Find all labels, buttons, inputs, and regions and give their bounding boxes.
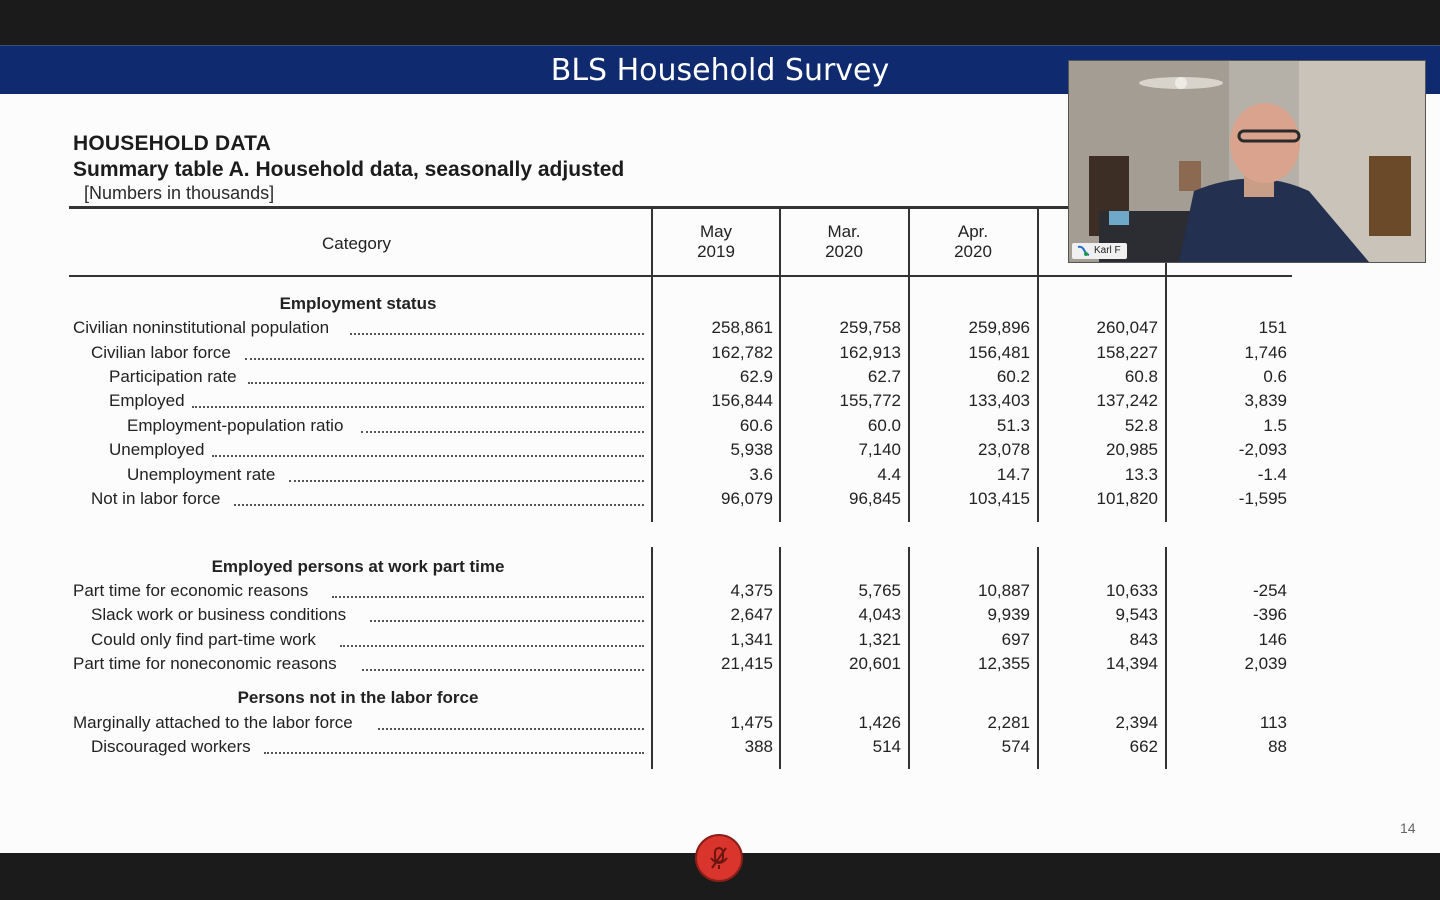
table-cell: 60.8 bbox=[1124, 367, 1158, 386]
row-label: Unemployment rate bbox=[127, 465, 276, 484]
meeting-top-bar bbox=[0, 0, 1440, 45]
table-cell: 52.8 bbox=[1124, 416, 1158, 435]
table-cell: -2,093 bbox=[1238, 440, 1287, 459]
table-cell: 2,394 bbox=[1115, 713, 1158, 732]
row-label: Employed bbox=[109, 391, 185, 410]
table-cell: 20,985 bbox=[1106, 440, 1158, 459]
leader-dots bbox=[212, 455, 644, 457]
table-cell: 574 bbox=[1001, 737, 1030, 756]
table-cell: 158,227 bbox=[1096, 343, 1158, 362]
table-cell: 162,782 bbox=[711, 343, 773, 362]
table-cell: 1,341 bbox=[730, 630, 773, 649]
column-header-line1: May bbox=[699, 222, 733, 241]
table-cell: 96,079 bbox=[721, 489, 773, 508]
leader-dots bbox=[378, 728, 644, 730]
row-label: Not in labor force bbox=[91, 489, 221, 508]
participant-name-tag bbox=[1072, 243, 1127, 259]
table-cell: 662 bbox=[1129, 737, 1158, 756]
table-cell: 1.5 bbox=[1263, 416, 1287, 435]
table-cell: 88 bbox=[1268, 737, 1287, 756]
table-cell: -1,595 bbox=[1238, 489, 1287, 508]
column-header-mar-2020 bbox=[780, 222, 908, 262]
section-heading-not-in-labor-force: Persons not in the labor force bbox=[237, 688, 479, 707]
table-cell: 146 bbox=[1258, 630, 1287, 649]
section-heading-employment-status: Employment status bbox=[279, 294, 437, 313]
table-cell: 156,844 bbox=[711, 391, 773, 410]
table-cell: 258,861 bbox=[711, 318, 773, 337]
table-cell: 103,415 bbox=[968, 489, 1030, 508]
table-cell: 5,765 bbox=[858, 581, 901, 600]
column-header-may-2019 bbox=[652, 222, 780, 262]
table-cell: 13.3 bbox=[1124, 465, 1158, 484]
row-label: Part time for noneconomic reasons bbox=[73, 654, 337, 673]
table-cell: 4.4 bbox=[877, 465, 901, 484]
leader-dots bbox=[192, 406, 644, 408]
table-header-rule bbox=[69, 275, 1292, 277]
leader-dots bbox=[245, 358, 644, 360]
leader-dots bbox=[362, 669, 644, 671]
table-subtitle: Summary table A. Household data, seasonally adjusted bbox=[73, 158, 625, 181]
table-cell: 259,896 bbox=[968, 318, 1030, 337]
leader-dots bbox=[340, 645, 644, 647]
table-cell: 1,321 bbox=[858, 630, 901, 649]
table-cell: 259,758 bbox=[839, 318, 901, 337]
row-label: Slack work or business conditions bbox=[91, 605, 347, 624]
slide-page-number: 14 bbox=[1400, 820, 1416, 836]
leader-dots bbox=[350, 333, 644, 335]
table-cell: 0.6 bbox=[1263, 367, 1287, 386]
participant-video-tile[interactable] bbox=[1068, 60, 1426, 263]
table-cell: 7,140 bbox=[858, 440, 901, 459]
row-label: Discouraged workers bbox=[91, 737, 251, 756]
row-label: Employment-population ratio bbox=[127, 416, 344, 435]
table-units-note: [Numbers in thousands] bbox=[84, 183, 275, 203]
category-column-header: Category bbox=[322, 234, 391, 253]
table-cell: 4,043 bbox=[858, 605, 901, 624]
table-cell: 843 bbox=[1129, 630, 1158, 649]
table-cell: 2,281 bbox=[987, 713, 1030, 732]
column-divider bbox=[1037, 547, 1039, 769]
table-cell: 51.3 bbox=[996, 416, 1030, 435]
table-cell: 2,647 bbox=[730, 605, 773, 624]
table-cell: 162,913 bbox=[839, 343, 901, 362]
table-cell: 60.6 bbox=[739, 416, 773, 435]
column-header-line2: 2020 bbox=[825, 242, 863, 261]
leader-dots bbox=[289, 480, 644, 482]
leader-dots bbox=[264, 752, 644, 754]
table-cell: 14,394 bbox=[1106, 654, 1158, 673]
audio-icon bbox=[1076, 245, 1090, 257]
table-cell: 3.6 bbox=[749, 465, 773, 484]
column-divider bbox=[779, 547, 781, 769]
column-header-line1: Mar. bbox=[827, 222, 861, 241]
table-cell: 101,820 bbox=[1096, 489, 1158, 508]
table-cell: 96,845 bbox=[849, 489, 901, 508]
column-header-line2: 2019 bbox=[697, 242, 735, 261]
table-cell: 21,415 bbox=[721, 654, 773, 673]
table-cell: 60.2 bbox=[996, 367, 1030, 386]
leader-dots bbox=[332, 596, 644, 598]
leader-dots bbox=[234, 504, 644, 506]
leader-dots bbox=[370, 620, 644, 622]
mute-button[interactable] bbox=[695, 834, 743, 882]
participant-name: Karl F bbox=[1094, 245, 1121, 256]
table-cell: -1.4 bbox=[1257, 465, 1287, 484]
table-cell: 151 bbox=[1258, 318, 1287, 337]
column-divider bbox=[908, 547, 910, 769]
column-header-apr-2020 bbox=[909, 222, 1037, 262]
table-cell: 12,355 bbox=[978, 654, 1030, 673]
column-header-line2: 2020 bbox=[954, 242, 992, 261]
column-divider bbox=[1037, 208, 1039, 522]
table-cell: 10,887 bbox=[978, 581, 1030, 600]
table-cell: 260,047 bbox=[1096, 318, 1158, 337]
table-cell: 62.9 bbox=[739, 367, 773, 386]
row-label: Civilian noninstitutional population bbox=[73, 318, 330, 337]
table-cell: -396 bbox=[1252, 605, 1287, 624]
slide-title: BLS Household Survey bbox=[550, 53, 890, 88]
row-label: Marginally attached to the labor force bbox=[73, 713, 353, 732]
row-label: Could only find part-time work bbox=[91, 630, 316, 649]
row-label: Unemployed bbox=[109, 440, 205, 459]
table-cell: 133,403 bbox=[968, 391, 1030, 410]
table-cell: 3,839 bbox=[1244, 391, 1287, 410]
leader-dots bbox=[361, 431, 644, 433]
table-cell: 9,939 bbox=[987, 605, 1030, 624]
microphone-muted-icon bbox=[697, 836, 741, 880]
table-cell: 2,039 bbox=[1244, 654, 1287, 673]
column-header-line1: Apr. bbox=[957, 222, 989, 241]
table-heading: HOUSEHOLD DATA bbox=[73, 132, 272, 155]
table-cell: 10,633 bbox=[1106, 581, 1158, 600]
table-cell: 4,375 bbox=[730, 581, 773, 600]
participant-video-image bbox=[1069, 61, 1425, 262]
table-cell: 113 bbox=[1259, 713, 1287, 732]
column-divider bbox=[651, 547, 653, 769]
column-divider bbox=[1165, 547, 1167, 769]
table-cell: 514 bbox=[872, 737, 901, 756]
table-cell: 9,543 bbox=[1115, 605, 1158, 624]
table-cell: 60.0 bbox=[867, 416, 901, 435]
table-cell: 1,746 bbox=[1244, 343, 1287, 362]
table-cell: 388 bbox=[744, 737, 773, 756]
table-cell: 5,938 bbox=[730, 440, 773, 459]
table-cell: 62.7 bbox=[867, 367, 901, 386]
table-cell: 1,426 bbox=[858, 713, 901, 732]
table-cell: 155,772 bbox=[839, 391, 901, 410]
row-label: Participation rate bbox=[109, 367, 237, 386]
table-cell: -254 bbox=[1252, 581, 1287, 600]
table-cell: 697 bbox=[1001, 630, 1030, 649]
leader-dots bbox=[248, 382, 644, 384]
table-cell: 14.7 bbox=[996, 465, 1030, 484]
table-cell: 20,601 bbox=[849, 654, 901, 673]
table-cell: 1,475 bbox=[730, 713, 773, 732]
table-cell: 137,242 bbox=[1096, 391, 1158, 410]
row-label: Civilian labor force bbox=[91, 343, 231, 362]
table-cell: 23,078 bbox=[978, 440, 1030, 459]
table-cell: 156,481 bbox=[968, 343, 1030, 362]
row-label: Part time for economic reasons bbox=[73, 581, 309, 600]
section-heading-part-time: Employed persons at work part time bbox=[211, 557, 505, 576]
